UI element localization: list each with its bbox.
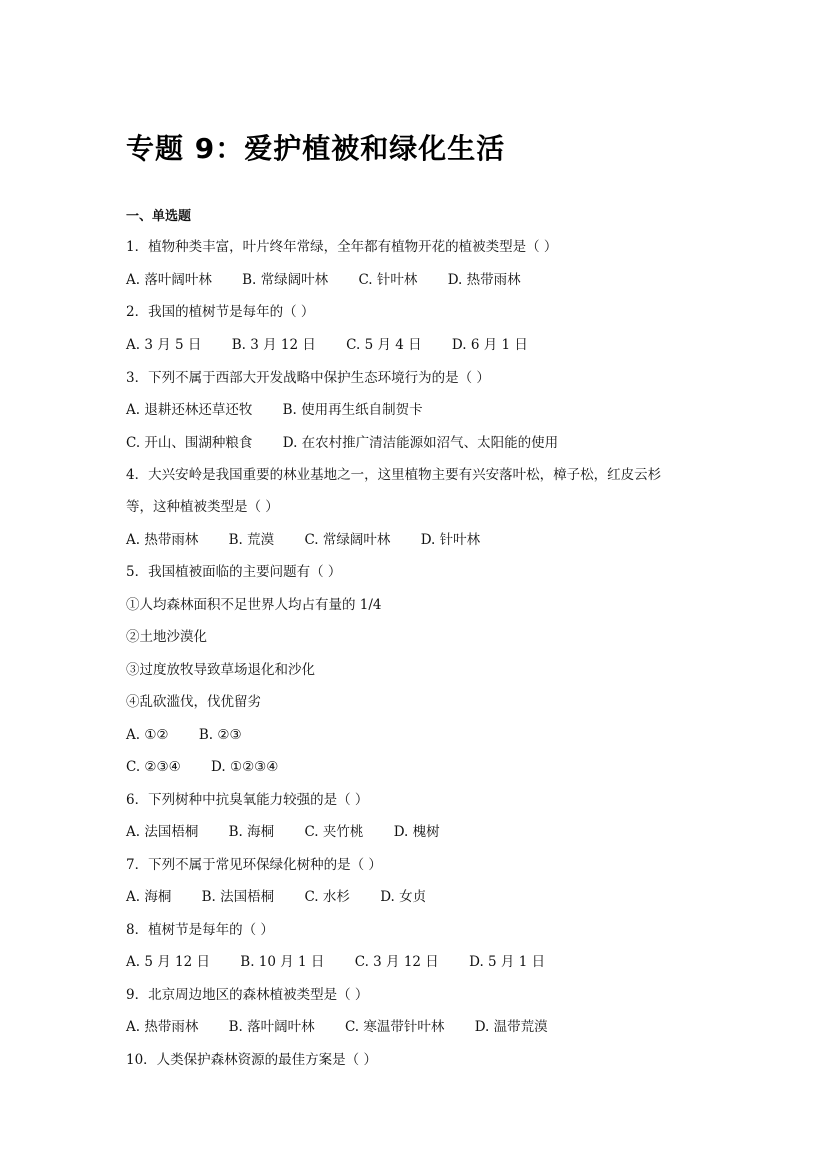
option-c: C. 开山、围湖种粮食: [126, 435, 253, 451]
option-d: D. 针叶林: [420, 532, 481, 548]
option-c: C. 常绿阔叶林: [304, 532, 391, 548]
option-c: C. 寒温带针叶林: [344, 1019, 445, 1035]
question-8-options: [126, 952, 545, 972]
question-2-stem: 2．我国的植树节是每年的（ ）: [126, 304, 315, 320]
option-a: A. 3 月 5 日: [126, 337, 202, 353]
option-b: B. 落叶阔叶林: [228, 1019, 315, 1035]
option-c: C. 5 月 4 日: [346, 337, 422, 353]
option-b: B. 荒漠: [228, 532, 275, 548]
option-d: D. 热带雨林: [447, 272, 521, 288]
question-5-stem: 5．我国植被面临的主要问题有（ ）: [126, 564, 342, 580]
option-c: C. 夹竹桃: [304, 824, 364, 840]
question-5-options-row2: [126, 757, 278, 777]
option-b: B. 10 月 1 日: [240, 954, 325, 970]
question-4-stem-line2: 等，这种植被类型是（ ）: [126, 499, 279, 515]
option-d: D. 温带荒漠: [474, 1019, 548, 1035]
option-a: A. 热带雨林: [126, 532, 199, 548]
option-a: A. 热带雨林: [126, 1019, 199, 1035]
option-b: B. 法国梧桐: [201, 889, 275, 905]
question-5-item-3: ③过度放牧导致草场退化和沙化: [126, 662, 315, 678]
option-d: D. 5 月 1 日: [469, 954, 546, 970]
option-a: A. ①②: [126, 727, 169, 743]
question-3-options-row2: [126, 433, 558, 453]
question-2-options: [126, 335, 528, 355]
question-4-stem-line1: 4．大兴安岭是我国重要的林业基地之一，这里植物主要有兴安落叶松，樟子松，红皮云杉: [126, 467, 662, 483]
question-5-item-4: ④乱砍滥伐，伐优留劣: [126, 694, 261, 710]
option-b: B. 常绿阔叶林: [242, 272, 329, 288]
question-6-stem: 6．下列树种中抗臭氧能力较强的是（ ）: [126, 792, 369, 808]
option-d: D. ①②③④: [211, 759, 279, 775]
question-1-stem: 1．植物种类丰富，叶片终年常绿，全年都有植物开花的植被类型是（ ）: [126, 239, 558, 255]
question-8-stem: 8．植树节是每年的（ ）: [126, 922, 274, 938]
question-10-stem: 10．人类保护森林资源的最佳方案是（ ）: [126, 1052, 377, 1068]
option-b: B. ②③: [198, 727, 242, 743]
question-5-item-1: ①人均森林面积不足世界人均占有量的 1/4: [126, 597, 382, 613]
question-6-options: [126, 822, 440, 842]
option-a: A. 海桐: [126, 889, 172, 905]
option-b: B. 使用再生纸自制贺卡: [282, 402, 423, 418]
question-9-stem: 9．北京周边地区的森林植被类型是（ ）: [126, 987, 369, 1003]
option-c: C. 针叶林: [358, 272, 418, 288]
question-5-options-row1: [126, 725, 242, 745]
option-b: B. 3 月 12 日: [231, 337, 316, 353]
option-a: A. 5 月 12 日: [126, 954, 210, 970]
question-7-options: [126, 887, 426, 907]
option-c: C. ②③④: [126, 759, 181, 775]
question-3-options-row1: [126, 400, 423, 420]
option-d: D. 女贞: [380, 889, 427, 905]
option-c: C. 3 月 12 日: [354, 954, 439, 970]
option-b: B. 海桐: [228, 824, 275, 840]
question-1-options: [126, 270, 521, 290]
option-a: A. 法国梧桐: [126, 824, 199, 840]
question-7-stem: 7．下列不属于常见环保绿化树种的是（ ）: [126, 857, 382, 873]
option-c: C. 水杉: [304, 889, 350, 905]
page-title: 专题 9：爱护植被和绿化生活: [126, 132, 506, 165]
question-4-options: [126, 530, 480, 550]
option-d: D. 在农村推广清洁能源如沼气、太阳能的使用: [282, 435, 559, 451]
option-d: D. 槐树: [393, 824, 440, 840]
option-d: D. 6 月 1 日: [451, 337, 528, 353]
question-5-item-2: ②土地沙漠化: [126, 629, 207, 645]
option-a: A. 退耕还林还草还牧: [126, 402, 253, 418]
question-9-options: [126, 1017, 548, 1037]
question-3-stem: 3．下列不属于西部大开发战略中保护生态环境行为的是（ ）: [126, 370, 490, 386]
section-heading: 一、单选题: [126, 209, 192, 224]
option-a: A. 落叶阔叶林: [126, 272, 212, 288]
